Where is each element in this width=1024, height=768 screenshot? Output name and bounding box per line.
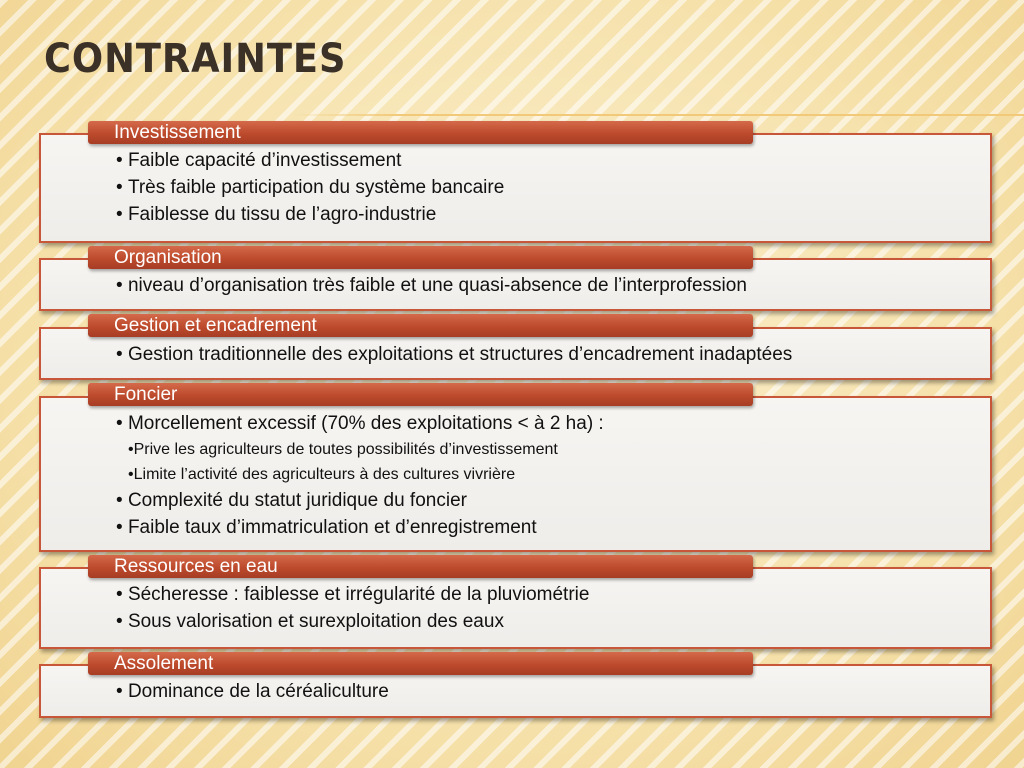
bullet-list-ressources-eau — [116, 581, 589, 635]
sub-bullet-item: • Prive les agriculteurs de toutes possibilités d’investissement — [116, 437, 604, 462]
bullet-item: • niveau d’organisation très faible et une quasi-absence de l’interprofession — [116, 272, 747, 299]
section-header-investissement: Investissement — [88, 121, 753, 144]
bullet-list-investissement — [116, 147, 504, 228]
bullet-list-gestion — [116, 341, 792, 368]
bullet-list-organisation — [116, 272, 747, 299]
bullet-item: • Sécheresse : faiblesse et irrégularité de la pluviométrie — [116, 581, 589, 608]
section-header-organisation: Organisation — [88, 246, 753, 269]
bullet-item: • Faible capacité d’investissement — [116, 147, 504, 174]
section-header-assolement: Assolement — [88, 652, 753, 675]
bullet-item: • Faible taux d’immatriculation et d’enregistrement — [116, 514, 604, 541]
bullet-list-foncier — [116, 410, 604, 541]
section-header-gestion: Gestion et encadrement — [88, 314, 753, 337]
bullet-item: • Très faible participation du système bancaire — [116, 174, 504, 201]
bullet-item: • Sous valorisation et surexploitation des eaux — [116, 608, 589, 635]
bullet-item: • Complexité du statut juridique du foncier — [116, 487, 604, 514]
title-underline — [290, 114, 1024, 116]
sub-bullet-item: • Limite l’activité des agriculteurs à des cultures vivrière — [116, 462, 604, 487]
bullet-item: • Morcellement excessif (70% des exploitations < à 2 ha) : — [116, 410, 604, 437]
section-header-foncier: Foncier — [88, 383, 753, 406]
bullet-item: • Dominance de la céréaliculture — [116, 678, 389, 705]
slide-title: CONTRAINTES — [44, 36, 347, 82]
section-header-ressources-eau: Ressources en eau — [88, 555, 753, 578]
bullet-item: • Gestion traditionnelle des exploitations et structures d’encadrement inadaptées — [116, 341, 792, 368]
bullet-list-assolement — [116, 678, 389, 705]
bullet-item: • Faiblesse du tissu de l’agro-industrie — [116, 201, 504, 228]
